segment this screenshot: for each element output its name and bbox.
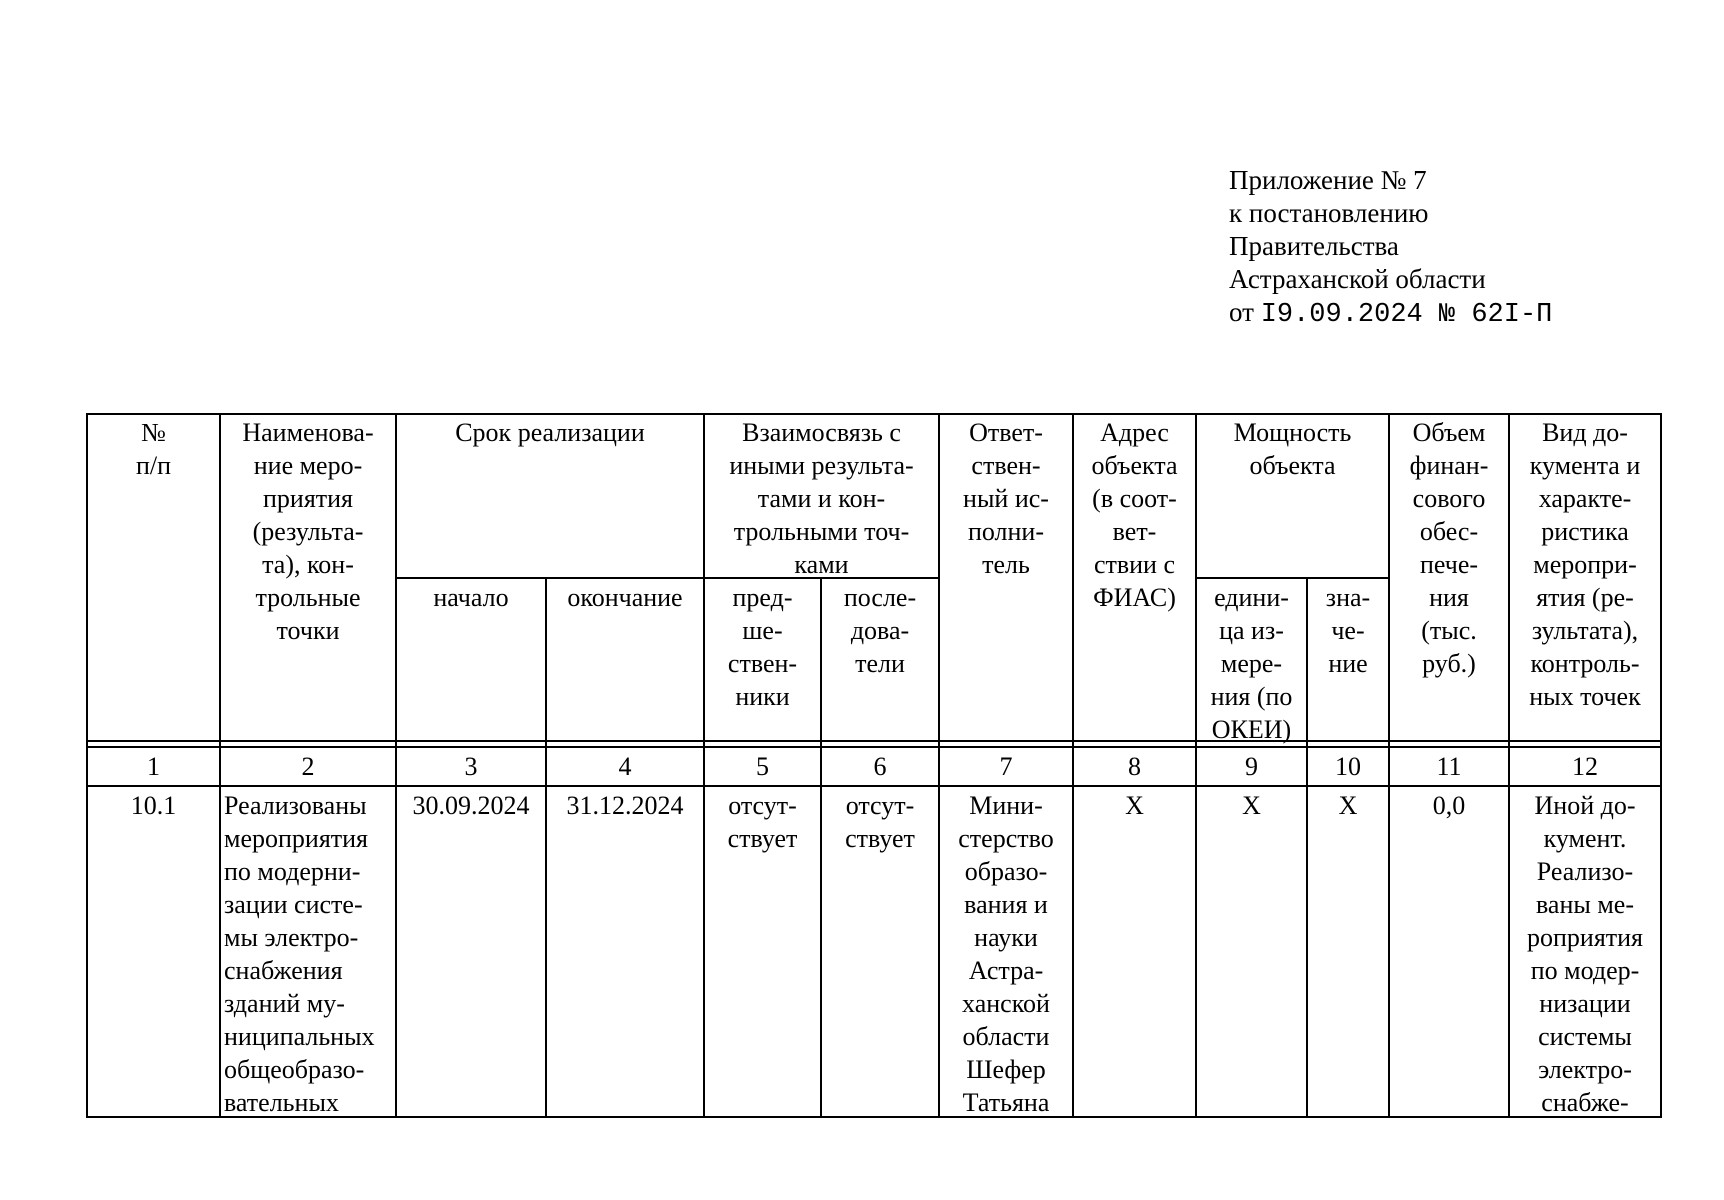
header-link-next: после- дова- тели <box>843 583 917 678</box>
table-header-bottom <box>86 740 1662 742</box>
header-term-start: начало <box>433 583 509 612</box>
row-end: 31.12.2024 <box>566 791 684 820</box>
row-address: X <box>1125 791 1144 820</box>
appendix-title: Приложение № 7 <box>1229 165 1427 195</box>
colnum-4: 4 <box>618 752 632 781</box>
colnum-2: 2 <box>301 752 315 781</box>
header-responsible: Ответ- ствен- ный ис- полни- тель <box>963 418 1049 579</box>
colnum-8: 8 <box>1128 752 1141 781</box>
table-numbers-bottom <box>86 785 1662 787</box>
header-finance: Объем финан- сового обес- пече- ния (тыс. руб.) <box>1409 418 1489 678</box>
colnum-5: 5 <box>756 752 769 781</box>
row-unit: X <box>1242 791 1261 820</box>
header-num: № п/п <box>135 418 172 480</box>
table-header-split-power <box>1195 577 1388 579</box>
row-doc: Иной до- кумент. Реализо- ваны ме- роприятия по модер- низации системы электро- снабже- <box>1526 791 1644 1117</box>
header-term-end: окончание <box>567 583 683 612</box>
appendix-line-2: к постановлению <box>1229 198 1429 228</box>
colnum-1: 1 <box>147 752 160 781</box>
header-doc: Вид до- кумента и характе- ристика меропри- ятия (ре- зультата), контроль- ных точек <box>1529 418 1641 711</box>
colnum-11: 11 <box>1436 752 1462 781</box>
row-num: 10.1 <box>130 791 177 820</box>
table-right-border <box>1660 413 1662 1118</box>
appendix-date-number: I9.09.2024 № 62I-П <box>1260 300 1553 330</box>
header-power-unit: едини- ца из- мере- ния (по ОКЕИ) <box>1210 583 1293 744</box>
appendix-line-4: Астраханской области <box>1229 264 1486 294</box>
table-numbers-top <box>86 746 1662 748</box>
row-start: 30.09.2024 <box>412 791 530 820</box>
header-power-value: зна- че- ние <box>1325 583 1371 678</box>
header-term: Срок реализации <box>455 418 645 447</box>
row-value: X <box>1338 791 1358 820</box>
header-power: Мощность объекта <box>1233 418 1352 480</box>
colnum-3: 3 <box>464 752 478 781</box>
appendix-date-prefix: от <box>1229 297 1254 327</box>
header-link-prev: пред- ше- ствен- ники <box>727 583 798 711</box>
colnum-12: 12 <box>1572 752 1598 781</box>
colnum-9: 9 <box>1245 752 1258 781</box>
colnum-7: 7 <box>999 752 1013 781</box>
appendix-line-3: Правительства <box>1229 231 1399 261</box>
header-name: Наименова- ние меро- приятия (результа- та), кон- трольные точки <box>242 418 374 645</box>
col-line-3 <box>545 577 547 1118</box>
colnum-6: 6 <box>873 752 887 781</box>
table-top-border <box>86 413 1662 415</box>
row-responsible: Мини- стерство образо- вания и науки Астра- ханской области Шефер Татьяна <box>958 791 1054 1117</box>
row-next: отсут- ствует <box>845 791 915 853</box>
header-link: Взаимосвязь с иными результа- тами и кон- трольными точ- ками <box>729 418 914 579</box>
row-finance: 0,0 <box>1432 791 1466 820</box>
colnum-10: 10 <box>1335 752 1361 781</box>
row-prev: отсут- ствует <box>727 791 798 853</box>
row-name: Реализованы мероприятия по модерни- зации систе- мы электро- снабжения зданий му- ниципальных общеобразо- вательных <box>224 791 375 1117</box>
header-address: Адрес объекта (в соот- вет- ствии с ФИАС) <box>1091 418 1178 612</box>
